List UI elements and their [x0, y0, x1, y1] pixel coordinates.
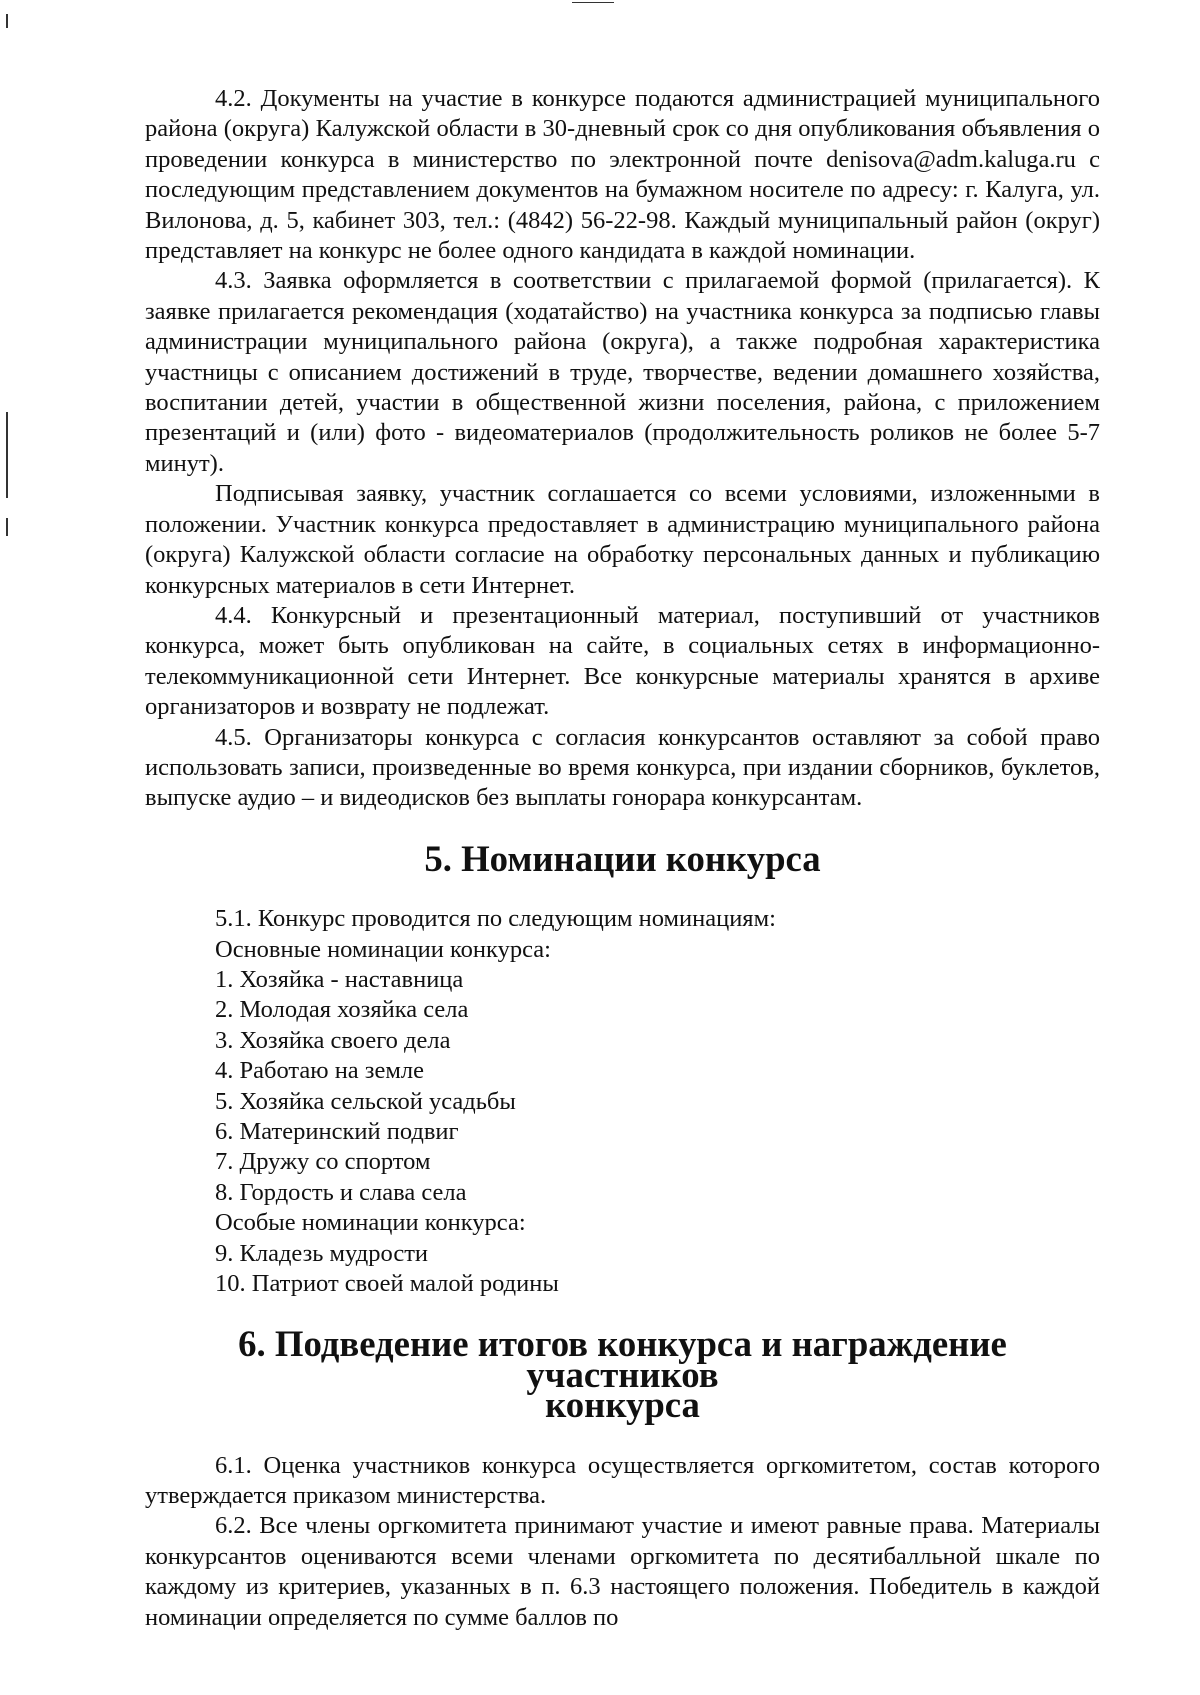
nomination-item: 9. Кладезь мудрости: [215, 1239, 429, 1267]
section-6-heading: [145, 1323, 1100, 1426]
section-6-heading-line-2: конкурса: [545, 1384, 700, 1426]
nomination-item: 3. Хозяйка своего дела: [215, 1026, 451, 1054]
nomination-item: 5. Хозяйка сельской усадьбы: [215, 1087, 516, 1115]
section-5-heading: 5. Номинации конкурса: [424, 837, 821, 879]
section-6-heading-line-1: 6. Подведение итогов конкурса и награждение участников: [238, 1323, 1007, 1395]
paragraph-4-3: 4.3. Заявка оформляется в соответствии с прилагаемой формой (прилагается). К заявке прилагается рекомендация (ходатайство) на участника конкурса за подписью главы администрации муниципального района (округа), а также подробная характеристика участницы с описанием достижений в труде, творчестве, ведении домашнего хозяйства, воспитании детей, участии в общественной жизни поселения, района, с приложением презентаций и (или) фото - видеоматериалов (продолжительность роликов не более 5-7 минут).: [145, 267, 1100, 477]
document-body: [145, 84, 1100, 1633]
paragraph-4-4: 4.4. Конкурсный и презентационный материал, поступивший от участников конкурса, может быть опубликован на сайте, в социальных сетях в информационно-телекоммуникационной сети Интернет. Все конкурсные материалы хранятся в архиве организаторов и возврату не подлежат.: [145, 601, 1100, 721]
scan-artifact-left-mark-3: [6, 518, 8, 536]
nomination-item: 6. Материнский подвиг: [215, 1118, 459, 1145]
paragraph-4-2: 4.2. Документы на участие в конкурсе подаются администрацией муниципального района (округа) Калужской области в 30-дневный срок со дня опубликования объявления о проведении конкурса в министерство по электронной почте denisova@adm.kaluga.ru с последующим представлением документов на бумажном носителе по адресу: г. Калуга, ул. Вилонова, д. 5, кабинет 303, тел.: (4842) 56-22-98. Каждый муниципальный район (округ) представляет на конкурс не более одного кандидата в каждой номинации.: [145, 85, 1100, 265]
nominations-intro: 5.1. Конкурс проводится по следующим номинациям:: [215, 905, 776, 933]
nomination-item: 2. Молодая хозяйка села: [215, 996, 469, 1024]
paragraph-6-1: 6.1. Оценка участников конкурса осуществляется оргкомитетом, состав которого утверждается приказом министерства.: [145, 1451, 1100, 1510]
paragraph-signing: Подписывая заявку, участник соглашается со всеми условиями, изложенными в положении. Участник конкурса предоставляет в администрацию муниципального района (округа) Калужской области согласие на обработку персональных данных и публикацию конкурсных материалов в сети Интернет.: [145, 480, 1100, 599]
scan-artifact-top-line: [572, 2, 614, 3]
paragraph-6-2: 6.2. Все члены оргкомитета принимают участие и имеют равные права. Материалы конкурсантов оцениваются всеми членами оргкомитета по десятибалльной шкале по каждому из критериев, указанных в п. 6.3 настоящего положения. Победитель в каждой номинации определяется по сумме баллов по: [145, 1512, 1100, 1631]
nomination-item: 8. Гордость и слава села: [215, 1178, 467, 1206]
main-nominations-label: Основные номинации конкурса:: [215, 935, 551, 963]
scan-artifact-left-mark-2: [6, 412, 8, 498]
nomination-item: 1. Хозяйка - наставница: [215, 965, 464, 993]
nomination-item: 4. Работаю на земле: [215, 1057, 424, 1085]
nominations-list: [145, 904, 1100, 1299]
nomination-item: 10. Патриот своей малой родины: [215, 1270, 559, 1298]
paragraph-4-5: 4.5. Организаторы конкурса с согласия конкурсантов оставляют за собой право использовать записи, произведенные во время конкурса, при издании сборников, буклетов, выпуске аудио – и видеодисков без выплаты гонорара конкурсантам.: [145, 723, 1100, 812]
nomination-item: 7. Дружу со спортом: [215, 1148, 431, 1176]
special-nominations-label: Особые номинации конкурса:: [215, 1209, 526, 1237]
scan-artifact-left-mark-1: [6, 14, 8, 28]
